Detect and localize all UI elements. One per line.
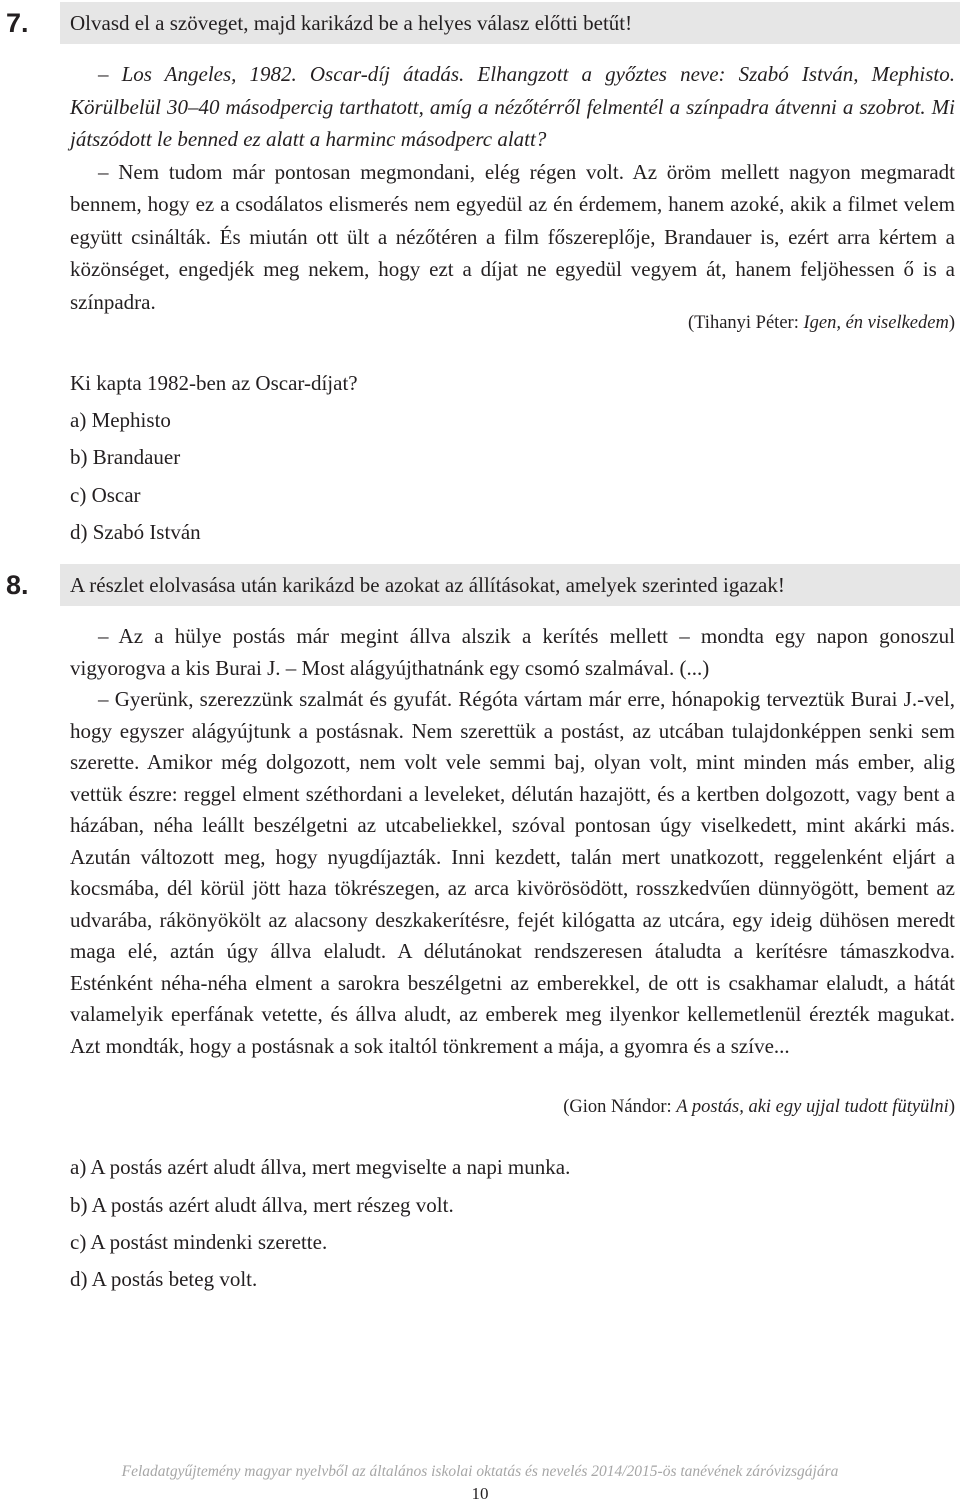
task-8-option-a[interactable]: a) A postás azért aludt állva, mert megviselte a napi munka. (70, 1155, 571, 1179)
task-8-passage-body: – Gyerünk, szerezzünk szalmát és gyufát. Régóta vártam már erre, hónapokig terveztük Burai J.-vel, hogy egyszer alágyújtunk a postásnak. Nem szerettük a postást, az utcában tulajdonképpen senki sem szerette. Amikor még dolgozott, nem volt vele semmi baj, olyan volt, mint minden más ember, alig vettük észre: reggel elment széthordani a leveleket, délután hazajött, és a kertben dolgozott, vagy bent a házában, néha leállt beszélgetni az utcabeliekkel, szóval pontosan úgy viselkedett, mint akárki más. Azután változott meg, hogy nyugdíjazták. Inni kezdett, talán mert unatkozott, reggelenként eljárt a kocsmába, dél körül jött haza tökrészegen, az arca kivörösödött, rosszkedvűen dünnyögött, bement az udvarába, rákönyökölt az alacsony deszkakerítésre, fejét kilógatta az utcára, egy ideig dühösen meredt maga elé, aztán úgy állva elaludt. A délutánokat rendszeresen átaludta a kerítésre támaszkodva. Esténként néha-néha elment a sarokra beszélgetni az emberekkel, de ott is csakhamar elaludt, a hátát valamelyik eperfának vetette, és állva aludt, az emberek meg ilyenkor kellemetlenül érezték magukat. Azt mondták, hogy a postásnak a sok italtól tönkrement a mája, a gyomra és a szíve... (70, 687, 955, 1058)
task-8-credit-close: ) (948, 1097, 955, 1117)
task-8-passage (70, 621, 955, 1062)
task-7-option-a[interactable]: a) Mephisto (70, 408, 171, 432)
task-7-passage (70, 58, 955, 318)
task-7-credit-close: ) (948, 313, 955, 333)
task-7-option-c[interactable]: c) Oscar (70, 483, 141, 507)
task-7-interview-question: – Los Angeles, 1982. Oscar-díj átadás. Elhangzott a győztes neve: Szabó István, Mephisto. Körülbelül 30–40 másodpercig tarthatott, amíg a nézőtérről felmentél a színpadra átvenni a szobrot. Mi játszódott le benned ez alatt a harminc másodperc alatt? (70, 62, 955, 151)
task-8-header (0, 564, 960, 606)
task-8-credit-title: A postás, aki egy ujjal tudott fütyülni (676, 1097, 949, 1117)
page-footer: Feladatgyűjtemény magyar nyelvből az általános iskolai oktatás és nevelés 2014/2015-ös tanévének záróvizsgájára (121, 1463, 839, 1480)
task-8-credit-author: (Gion Nándor: (563, 1097, 677, 1117)
task-7-credit-title: Igen, én viselkedem (803, 313, 949, 333)
task-8-number: 8. (6, 570, 29, 600)
task-7-credit-author: (Tihanyi Péter: (688, 313, 804, 333)
task-8-credit (563, 1097, 955, 1118)
task-7-header (0, 2, 960, 44)
page-number: 10 (471, 1484, 489, 1503)
task-7-credit (688, 313, 955, 334)
task-7-interview-answer: – Nem tudom már pontosan megmondani, elég régen volt. Az öröm mellett nagyon megmaradt bennem, hogy ez a csodálatos elismerés nem egyedül az én érdemem, hanem azoké, akik a filmet velem együtt csinálták. És miután ott ült a nézőtéren a film főszereplője, Brandauer is, ezért arra kértem a közönséget, engedjék meg nekem, hogy ezt a díjat ne egyedül vegyem át, hanem feljöhessen ő is a színpadra. (70, 159, 955, 314)
task-8-passage-intro: – Az a hülye postás már megint állva alszik a kerítés mellett – mondta egy napon gonoszul vigyorogva a kis Burai J. – Most alágyújthatnánk egy csomó szalmával. (...) (70, 624, 955, 680)
task-7-instruction: Olvasd el a szöveget, majd karikázd be a helyes válasz előtti betűt! (70, 11, 633, 35)
task-8-option-d[interactable]: d) A postás beteg volt. (70, 1267, 258, 1291)
task-8-option-b[interactable]: b) A postás azért aludt állva, mert részeg volt. (70, 1193, 454, 1217)
task-8-instruction: A részlet elolvasása után karikázd be azokat az állításokat, amelyek szerinted igazak! (70, 573, 785, 597)
task-7-question: Ki kapta 1982-ben az Oscar-díjat? (70, 371, 358, 395)
task-7-option-d[interactable]: d) Szabó István (70, 520, 201, 544)
task-7-number: 7. (6, 8, 29, 38)
task-7-option-b[interactable]: b) Brandauer (70, 445, 181, 469)
task-8-option-c[interactable]: c) A postást mindenki szerette. (70, 1230, 328, 1254)
